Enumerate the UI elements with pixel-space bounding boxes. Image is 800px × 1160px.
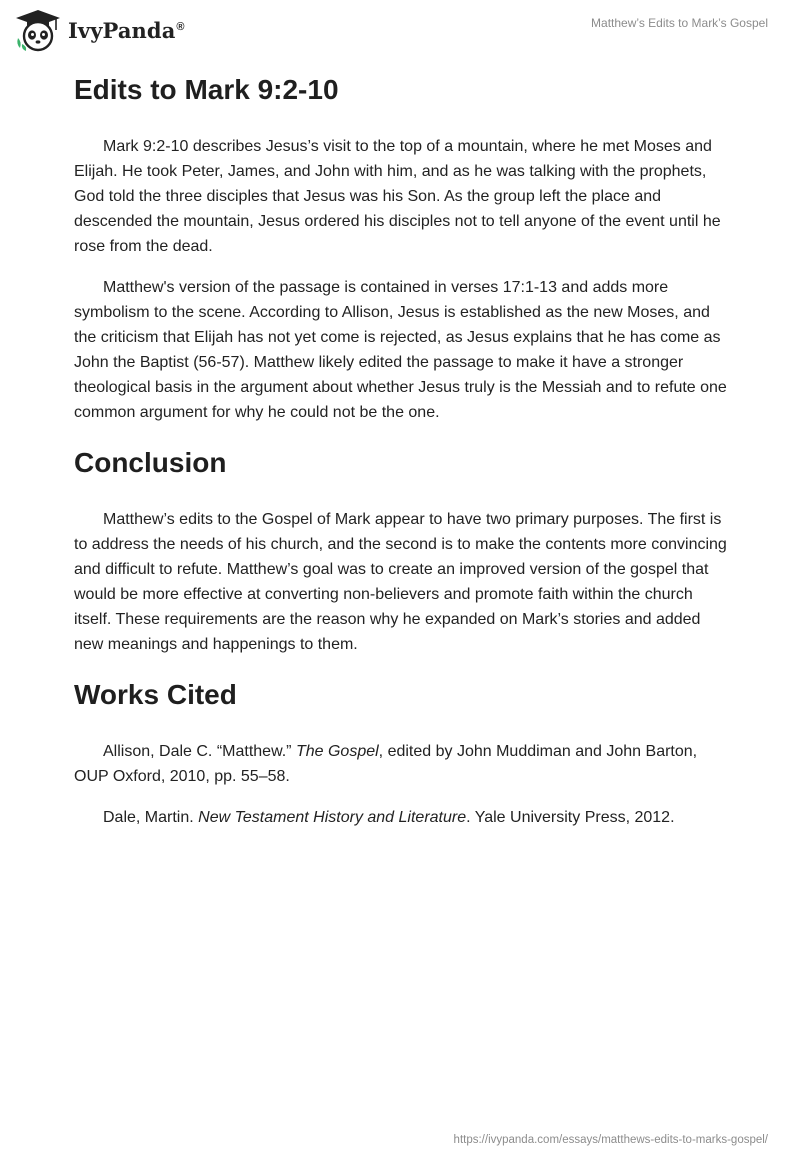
heading-edits-to-mark: Edits to Mark 9:2-10 [74, 74, 339, 105]
document-body [74, 68, 730, 846]
footer-source-url[interactable]: https://ivypanda.com/essays/matthews-edits-to-marks-gospel/ [453, 1134, 768, 1146]
brand-name: IvyPanda® [68, 17, 185, 43]
citation-allison: Allison, Dale C. “Matthew.” The Gospel, edited by John Muddiman and John Barton, OUP Oxford, 2010, pp. 55–58. [74, 743, 698, 785]
page-header [0, 0, 800, 60]
heading-works-cited: Works Cited [74, 679, 237, 710]
ivypanda-logo[interactable] [14, 8, 185, 52]
heading-conclusion: Conclusion [74, 447, 227, 478]
running-title: Matthew’s Edits to Mark’s Gospel [591, 16, 768, 30]
panda-graduation-cap-icon [14, 8, 62, 52]
citation-dale: Dale, Martin. New Testament History and Literature. Yale University Press, 2012. [103, 809, 675, 826]
paragraph-mark-1: Mark 9:2-10 describes Jesus’s visit to the top of a mountain, where he met Moses and Elijah. He took Peter, James, and John with him, and as he was talking with the prophets, God told the three disciples that Jesus was his Son. As the group left the place and descended the mountain, Jesus ordered his disciples not to tell anyone of the event until he rose from the dead. [74, 138, 721, 255]
paragraph-conclusion: Matthew’s edits to the Gospel of Mark appear to have two primary purposes. The first is to address the needs of his church, and the second is to make the contents more convincing and difficult to refute. Matthew’s goal was to create an improved version of the gospel that would be more effective at converting non-believers and promote faith within the church itself. These requirements are the reason why he expanded on Mark’s stories and added new meanings and happenings to them. [74, 511, 727, 653]
paragraph-mark-2: Matthew's version of the passage is contained in verses 17:1-13 and adds more symbolism to the scene. According to Allison, Jesus is established as the new Moses, and the criticism that Elijah has not yet come is rejected, as Jesus explains that he has come as John the Baptist (56-57). Matthew likely edited the passage to make it have a stronger theological basis in the argument about whether Jesus truly is the Messiah and to refute one common argument for why he could not be the one. [74, 279, 727, 421]
